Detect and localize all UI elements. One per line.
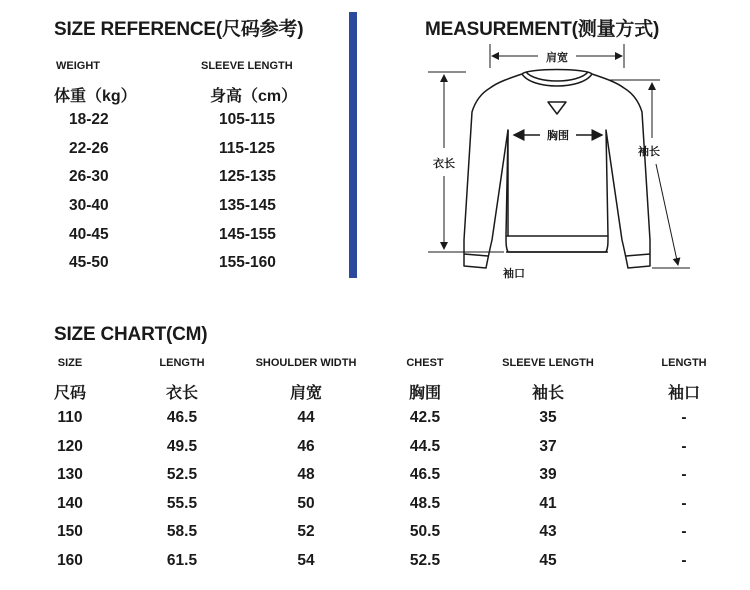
cuff-header-en: LENGTH <box>661 357 707 369</box>
cuff-header-cn: 袖口 <box>667 385 701 402</box>
shoulder-cell: 50 <box>297 495 315 512</box>
sleeve-header-en: SLEEVE LENGTH <box>502 357 594 369</box>
shoulder-cell: 52 <box>297 523 315 540</box>
section-divider <box>349 12 357 278</box>
shoulder-cell: 48 <box>297 466 315 483</box>
size-cell: 150 <box>57 523 83 540</box>
cuff-label: 袖口 <box>503 267 525 280</box>
shoulder-cell: 54 <box>297 552 315 569</box>
size-cell: 160 <box>57 552 83 569</box>
height-header-cn: 身高（cm） <box>210 88 298 105</box>
size-reference-title: SIZE REFERENCE(尺码参考) <box>54 19 304 40</box>
cuff-cell: - <box>681 552 687 569</box>
cuff-cell: - <box>681 409 687 426</box>
height-cell: 145-155 <box>219 226 276 243</box>
cuff-cell: - <box>681 438 687 455</box>
cuff-cell: - <box>681 466 687 483</box>
chest-header-cn: 胸围 <box>408 385 442 402</box>
cuff-cell: - <box>681 495 687 512</box>
sleeve-length-header-en: SLEEVE LENGTH <box>201 60 293 72</box>
sleeve-measure <box>608 80 690 268</box>
chest-cell: 44.5 <box>409 438 441 455</box>
sleeve-cell: 43 <box>539 523 557 540</box>
size-chart-title: SIZE CHART(CM) <box>54 324 208 345</box>
height-cell: 115-125 <box>219 140 276 157</box>
sleeve-cell: 37 <box>539 438 557 455</box>
height-cell: 155-160 <box>219 254 276 271</box>
height-cell: 125-135 <box>219 168 276 185</box>
length-cell: 58.5 <box>166 523 198 540</box>
sleeve-cell: 45 <box>539 552 557 569</box>
length-cell: 52.5 <box>166 466 198 483</box>
length-header-en: LENGTH <box>159 357 205 369</box>
size-cell: 140 <box>57 495 83 512</box>
weight-header-cn: 体重（kg） <box>54 88 137 105</box>
shoulder-header-cn: 肩宽 <box>289 385 323 402</box>
length-cell: 61.5 <box>166 552 198 569</box>
chest-label: 胸围 <box>547 129 569 142</box>
sleeve-cell: 39 <box>539 466 557 483</box>
length-cell: 49.5 <box>166 438 198 455</box>
weight-header-en: WEIGHT <box>56 60 100 72</box>
shoulder-cell: 44 <box>297 409 315 426</box>
sleeve-header-cn: 袖长 <box>531 385 565 402</box>
size-cell: 130 <box>57 466 83 483</box>
shoulder-cell: 46 <box>297 438 315 455</box>
weight-cell: 45-50 <box>69 254 109 271</box>
size-header-cn: 尺码 <box>53 385 87 402</box>
weight-cell: 30-40 <box>69 197 109 214</box>
size-cell: 120 <box>57 438 83 455</box>
sweater-measurement-diagram <box>420 40 700 290</box>
weight-cell: 26-30 <box>69 168 109 185</box>
shoulder-header-en: SHOULDER WIDTH <box>255 357 357 369</box>
size-cell: 110 <box>57 409 83 426</box>
chest-cell: 46.5 <box>409 466 441 483</box>
length-cell: 55.5 <box>166 495 198 512</box>
shoulder-label: 肩宽 <box>546 51 568 64</box>
sleeve-label: 袖长 <box>638 145 660 158</box>
length-cell: 46.5 <box>166 409 198 426</box>
height-cell: 105-115 <box>219 111 276 128</box>
sleeve-cell: 35 <box>539 409 557 426</box>
chest-cell: 50.5 <box>409 523 441 540</box>
chest-cell: 52.5 <box>409 552 441 569</box>
weight-cell: 40-45 <box>69 226 109 243</box>
length-label: 衣长 <box>433 157 455 170</box>
cuff-cell: - <box>681 523 687 540</box>
weight-cell: 18-22 <box>69 111 109 128</box>
measurement-title: MEASUREMENT(测量方式) <box>425 19 660 40</box>
chest-header-en: CHEST <box>406 357 444 369</box>
sleeve-cell: 41 <box>539 495 557 512</box>
chest-cell: 48.5 <box>409 495 441 512</box>
chest-cell: 42.5 <box>409 409 441 426</box>
height-cell: 135-145 <box>219 197 276 214</box>
size-header-en: SIZE <box>57 357 83 369</box>
weight-cell: 22-26 <box>69 140 109 157</box>
length-header-cn: 衣长 <box>165 385 199 402</box>
sweater-outline <box>464 70 650 269</box>
